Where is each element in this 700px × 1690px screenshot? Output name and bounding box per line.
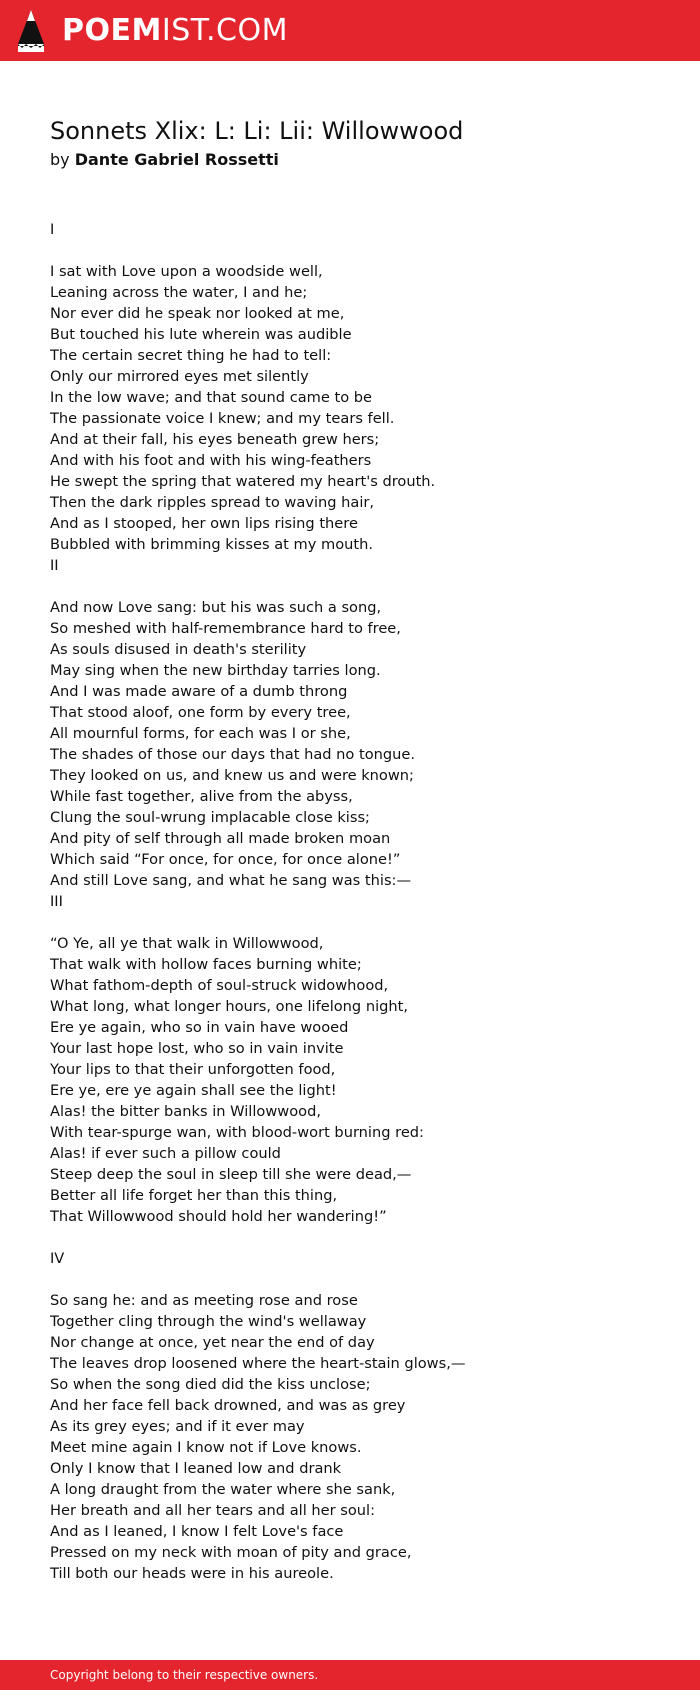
poem-line: The leaves drop loosened where the heart-stain glows,— bbox=[50, 1355, 466, 1372]
poem-line: Ere ye, ere ye again shall see the light! bbox=[50, 1082, 337, 1099]
poem-line: So when the song died did the kiss unclose; bbox=[50, 1376, 371, 1393]
poem-line: But touched his lute wherein was audible bbox=[50, 326, 352, 343]
poem-line: Till both our heads were in his aureole. bbox=[50, 1565, 334, 1582]
by-label: by bbox=[50, 150, 70, 169]
poem-line: Meet mine again I know not if Love knows. bbox=[50, 1439, 362, 1456]
logo-light-text: IST.COM bbox=[161, 13, 288, 48]
poem-line: III bbox=[50, 893, 63, 910]
poem-line: He swept the spring that watered my heart's drouth. bbox=[50, 473, 436, 490]
poem-line: Which said “For once, for once, for once alone!” bbox=[50, 851, 401, 868]
poem-line: Leaning across the water, I and he; bbox=[50, 284, 308, 301]
poem-line: Only our mirrored eyes met silently bbox=[50, 368, 309, 385]
poem-blank-line bbox=[50, 576, 670, 597]
poem-line: IV bbox=[50, 1250, 65, 1267]
poem-body bbox=[50, 219, 670, 1584]
logo-bold-text: POEM bbox=[62, 13, 162, 48]
poem-line: And I was made aware of a dumb throng bbox=[50, 683, 348, 700]
poem-line: So sang he: and as meeting rose and rose bbox=[50, 1292, 358, 1309]
poem-line: They looked on us, and knew us and were known; bbox=[50, 767, 414, 784]
poem-header bbox=[50, 115, 650, 171]
poem-line: The certain secret thing he had to tell: bbox=[50, 347, 332, 364]
poem-line: Your last hope lost, who so in vain invite bbox=[50, 1040, 344, 1057]
poem-line: Only I know that I leaned low and drank bbox=[50, 1460, 342, 1477]
poem-line: In the low wave; and that sound came to be bbox=[50, 389, 373, 406]
poem-line: Her breath and all her tears and all her soul: bbox=[50, 1502, 376, 1519]
poem-byline bbox=[50, 149, 650, 171]
poem-author: Dante Gabriel Rossetti bbox=[74, 150, 279, 169]
site-logo-link[interactable] bbox=[18, 10, 288, 52]
poem-line: The shades of those our days that had no tongue. bbox=[50, 746, 416, 763]
poem-line: So meshed with half-remembrance hard to free, bbox=[50, 620, 401, 637]
poem-line: With tear-spurge wan, with blood-wort burning red: bbox=[50, 1124, 424, 1141]
poem-line: And still Love sang, and what he sang was this:— bbox=[50, 872, 412, 889]
poem-line: I sat with Love upon a woodside well, bbox=[50, 263, 323, 280]
poem-line: Steep deep the soul in sleep till she were dead,— bbox=[50, 1166, 412, 1183]
poem-line: Alas! if ever such a pillow could bbox=[50, 1145, 281, 1162]
poem-line: And her face fell back drowned, and was as grey bbox=[50, 1397, 406, 1414]
poem-line: That stood aloof, one form by every tree, bbox=[50, 704, 351, 721]
poem-line: Better all life forget her than this thing, bbox=[50, 1187, 338, 1204]
poem-line: And pity of self through all made broken moan bbox=[50, 830, 391, 847]
poem-line: And as I stooped, her own lips rising there bbox=[50, 515, 358, 532]
poem-line: And at their fall, his eyes beneath grew hers; bbox=[50, 431, 380, 448]
poem-line: The passionate voice I knew; and my tears fell. bbox=[50, 410, 395, 427]
poem-line: I bbox=[50, 221, 55, 238]
poem-line: As souls disused in death's sterility bbox=[50, 641, 307, 658]
poem-line: II bbox=[50, 557, 59, 574]
poem-line: Alas! the bitter banks in Willowwood, bbox=[50, 1103, 321, 1120]
poem-line: Bubbled with brimming kisses at my mouth. bbox=[50, 536, 374, 553]
poem-line: May sing when the new birthday tarries long. bbox=[50, 662, 381, 679]
poem-line: That Willowwood should hold her wandering!” bbox=[50, 1208, 387, 1225]
poem-title: Sonnets Xlix: L: Li: Lii: Willowwood bbox=[50, 117, 464, 145]
poem-line: Clung the soul-wrung implacable close kiss; bbox=[50, 809, 370, 826]
poem-line: And with his foot and with his wing-feathers bbox=[50, 452, 372, 469]
footer bbox=[0, 1660, 700, 1690]
poem-line: Then the dark ripples spread to waving hair, bbox=[50, 494, 375, 511]
poem-line: That walk with hollow faces burning white; bbox=[50, 956, 362, 973]
poem-blank-line bbox=[50, 912, 670, 933]
pencil-tip-icon bbox=[18, 10, 44, 52]
poem-line: A long draught from the water where she sank, bbox=[50, 1481, 396, 1498]
site-logo-text bbox=[62, 10, 288, 52]
poem-line: Nor ever did he speak nor looked at me, bbox=[50, 305, 345, 322]
poem-line: While fast together, alive from the abyss, bbox=[50, 788, 353, 805]
poem-line: What long, what longer hours, one lifelong night, bbox=[50, 998, 409, 1015]
poem-line: Nor change at once, yet near the end of day bbox=[50, 1334, 375, 1351]
top-bar bbox=[0, 0, 700, 61]
poem-line: As its grey eyes; and if it ever may bbox=[50, 1418, 305, 1435]
poem-line: What fathom-depth of soul-struck widowhood, bbox=[50, 977, 389, 994]
poem-line: Your lips to that their unforgotten food, bbox=[50, 1061, 336, 1078]
poem-line: Pressed on my neck with moan of pity and grace, bbox=[50, 1544, 412, 1561]
poem-blank-line bbox=[50, 240, 670, 261]
poem-line: And now Love sang: but his was such a song, bbox=[50, 599, 382, 616]
poem-line: “O Ye, all ye that walk in Willowwood, bbox=[50, 935, 324, 952]
poem-line: Together cling through the wind's wellaway bbox=[50, 1313, 367, 1330]
poem-line: All mournful forms, for each was I or she, bbox=[50, 725, 351, 742]
poem-blank-line bbox=[50, 1227, 670, 1248]
poem-line: Ere ye again, who so in vain have wooed bbox=[50, 1019, 349, 1036]
poem-line: And as I leaned, I know I felt Love's face bbox=[50, 1523, 344, 1540]
poem-blank-line bbox=[50, 1269, 670, 1290]
footer-copyright: Copyright belong to their respective owners. bbox=[50, 1668, 319, 1682]
